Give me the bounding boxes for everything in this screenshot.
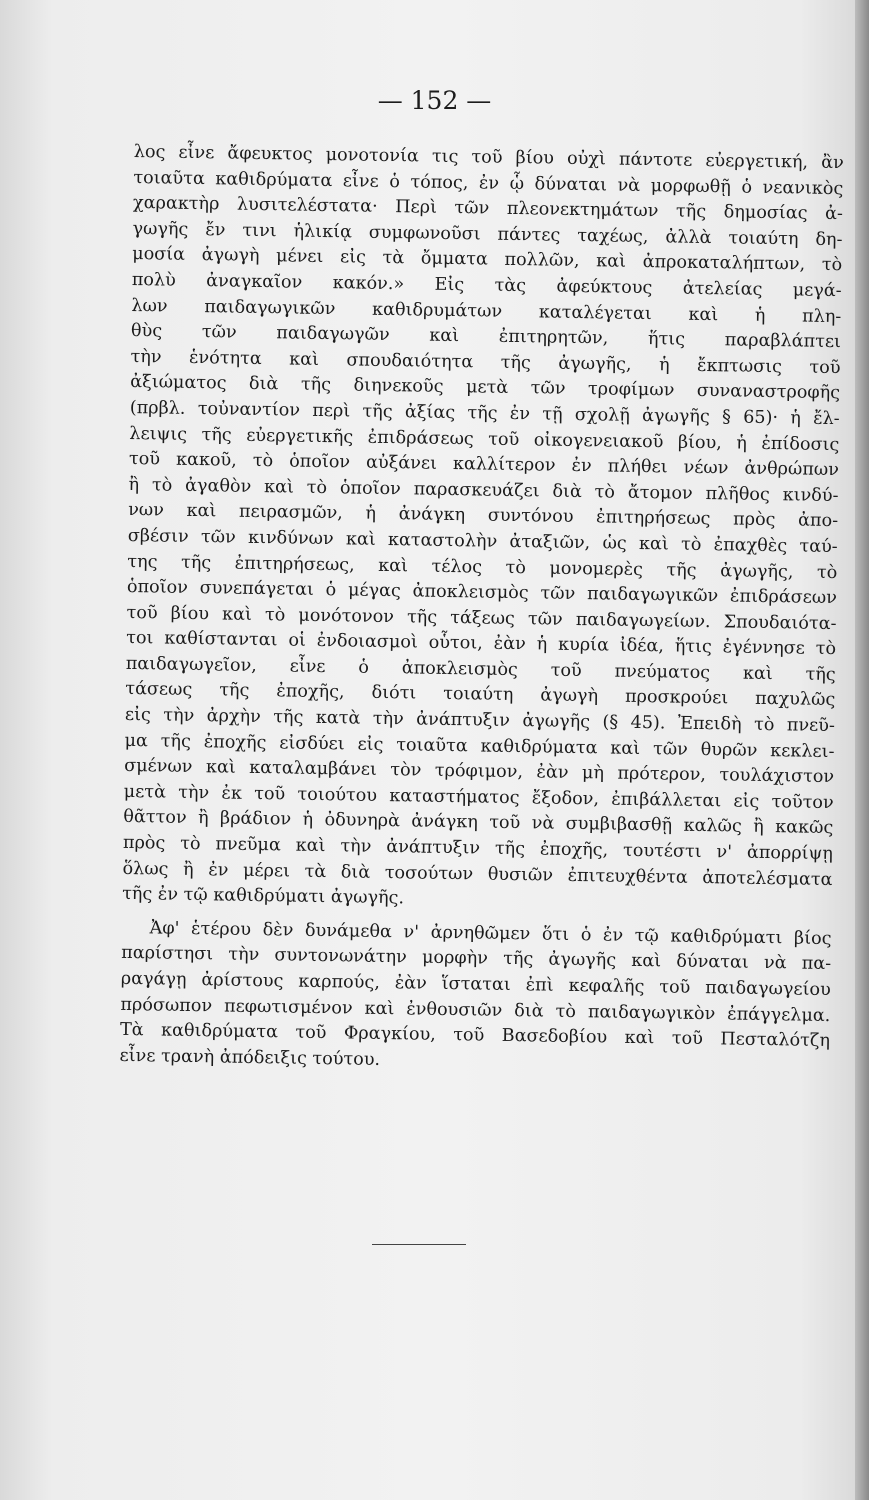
text-line: πρὸς τὸ πνεῦμα καὶ τὴν ἀνάπτυξιν τῆς ἐποχῆς, τουτέστι ν' ἀπορρίψῃ	[122, 832, 834, 865]
text-line: τὴν ἑνότητα καὶ σπουδαιότητα τῆς ἀγωγῆς, ἡ ἔκπτωσις τοῦ	[130, 346, 841, 378]
text-line: λος εἶνε ἄφευκτος μονοτονία τις τοῦ βίου οὐχὶ πάντοτε εὐεργετική, ἂν	[133, 141, 844, 174]
text-line: θὺς τῶν παιδαγωγῶν καὶ ἐπιτηρητῶν, ἥτις παραβλάπτει	[130, 321, 842, 353]
text-line: παρίστησι τὴν συντονωνάτην μορφὴν τῆς ἀγωγῆς καὶ δύναται νὰ πα-	[121, 943, 832, 975]
text-line: μα τῆς ἐποχῆς εἰσδύει εἰς τοιαῦτα καθιδρύματα καὶ τῶν θυρῶν κεκλει-	[124, 730, 835, 762]
text-line: λειψις τῆς εὐεργετικῆς ἐπιδράσεως τοῦ οἰκογενειακοῦ βίου, ἡ ἐπίδοσις	[129, 423, 840, 455]
text-line: τῆς ἐν τῷ καθιδρύματι ἀγωγῆς.	[121, 884, 405, 909]
text-line: εἶνε τρανὴ ἀπόδειξις τούτου.	[119, 1045, 381, 1070]
text-line: μοσία ἀγωγὴ μένει εἰς τὰ ὄμματα πολλῶν, καὶ ἀπροκαταλήπτων, τὸ	[132, 244, 843, 276]
text-line: ὅλως ἢ ἐν μέρει τὰ διὰ τοσούτων θυσιῶν ἐπιτευχθέντα ἀποτελέσματα	[122, 858, 833, 890]
text-line: σμένων καὶ καταλαμβάνει τὸν τρόφιμον, ἐὰν μὴ πρότερον, τουλάχιστον	[124, 756, 835, 788]
text-line: τοι καθίστανται οἱ ἐνδοιασμοὶ οὗτοι, ἐὰν ἡ κυρία ἰδέα, ἥτις ἐγέννησε τὸ	[126, 628, 837, 660]
text-line: της τῆς ἐπιτηρήσεως, καὶ τέλος τὸ μονομερὲς τῆς ἀγωγῆς, τὸ	[127, 551, 838, 583]
page-edge-shadow	[855, 0, 869, 1500]
text-line: παιδαγωγεῖον, εἶνε ὁ ἀποκλεισμὸς τοῦ πνεύματος καὶ τῆς	[125, 653, 836, 685]
text-line: ραγάγῃ ἀρίστους καρπούς, ἐὰν ἵσταται ἐπὶ κεφαλῆς τοῦ παιδαγωγείου	[120, 968, 831, 1001]
text-line: τοῦ βίου καὶ τὸ μονότονον τῆς τάξεως τῶν παιδαγωγείων. Σπουδαιότα-	[126, 602, 837, 634]
text-line: μετὰ τὴν ἐκ τοῦ τοιούτου καταστήματος ἔξοδον, ἐπιβάλλεται εἰς τοῦτον	[123, 781, 834, 813]
text-line: χαρακτὴρ λυσιτελέστατα· Περὶ τῶν πλεονεκτημάτων τῆς δημοσίας ἀ-	[132, 193, 844, 225]
text-line: Ἀφ' ἑτέρου δὲν δυνάμεθα ν' ἀρνηθῶμεν ὅτι ὁ ἐν τῷ καθιδρύματι βίος	[149, 918, 832, 949]
text-line: ἢ τὸ ἀγαθὸν καὶ τὸ ὁποῖον παρασκευάζει διὰ τὸ ἄτομον πλῆθος κινδύ-	[128, 474, 839, 506]
paragraph-1	[122, 140, 844, 919]
text-line: ἀξιώματος διὰ τῆς διηνεκοῦς μετὰ τῶν τροφίμων συναναστροφῆς	[130, 372, 841, 404]
text-line: λων παιδαγωγικῶν καθιδρυμάτων καταλέγεται καὶ ἡ πλη-	[131, 295, 842, 327]
text-line: γωγῆς ἔν τινι ἡλικίᾳ συμφωνοῦσι πάντες ταχέως, ἀλλὰ τοιαύτη δη-	[132, 218, 843, 250]
text-line: πολὺ ἀναγκαῖον κακόν.» Εἰς τὰς ἀφεύκτους ἀτελείας μεγά-	[131, 269, 842, 302]
text-line: τοῦ κακοῦ, τὸ ὁποῖον αὐξάνει καλλίτερον ἐν πλήθει νέων ἀνθρώπων	[128, 449, 840, 481]
text-line: τάσεως τῆς ἐποχῆς, διότι τοιαύτη ἀγωγὴ προσκρούει παχυλῶς	[125, 679, 836, 711]
text-line: τοιαῦτα καθιδρύματα εἶνε ὁ τόπος, ἐν ᾧ δύναται νὰ μορφωθῇ ὁ νεανικὸς	[133, 167, 844, 199]
text-line: θᾶττον ἢ βράδιον ἡ ὀδυνηρὰ ἀνάγκη τοῦ νὰ συμβιβασθῇ καλῶς ἢ κακῶς	[123, 807, 834, 839]
page-number: — 152 —	[377, 86, 492, 115]
text-line: εἰς τὴν ἀρχὴν τῆς κατὰ τὴν ἀνάπτυξιν ἀγωγῆς (§ 45). Ἐπειδὴ τὸ πνεῦ-	[124, 704, 836, 737]
text-line: σβέσιν τῶν κινδύνων καὶ καταστολὴν ἀταξιῶν, ὡς καὶ τὸ ἐπαχθὲς ταύ-	[127, 525, 838, 558]
paragraph-2	[119, 916, 831, 1081]
body-text	[119, 140, 844, 1080]
text-line: (πρβλ. τοὐναντίον περὶ τῆς ἀξίας τῆς ἐν τῇ σχολῇ ἀγωγῆς § 65)· ἡ ἔλ-	[129, 397, 840, 430]
text-line: Τὰ καθιδρύματα τοῦ Φραγκίου, τοῦ Βασεδοβίου καὶ τοῦ Πεσταλότζη	[119, 1020, 831, 1052]
text-line: ὁποῖον συνεπάγεται ὁ μέγας ἀποκλεισμὸς τῶν παιδαγωγικῶν ἐπιδράσεων	[126, 577, 838, 609]
text-line: νων καὶ πειρασμῶν, ἡ ἀνάγκη συντόνου ἐπιτηρήσεως πρὸς ἀπο-	[128, 500, 839, 532]
text-line: πρόσωπον πεφωτισμένον καὶ ἐνθουσιῶν διὰ τὸ παιδαγωγικὸν ἐπάγγελμα.	[120, 994, 831, 1026]
end-rule	[372, 1244, 466, 1245]
